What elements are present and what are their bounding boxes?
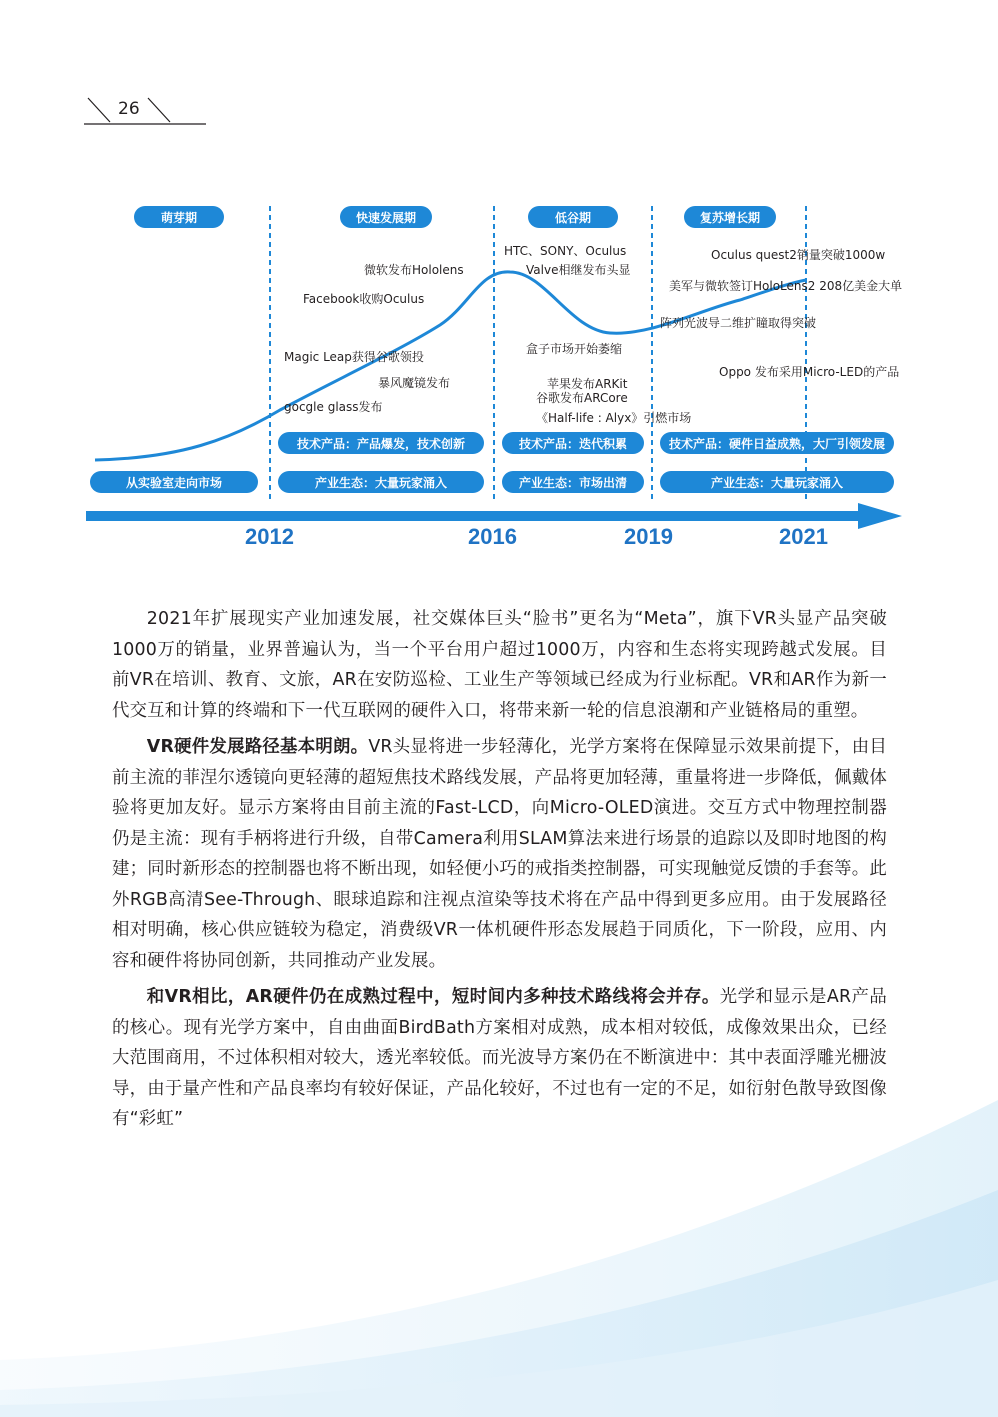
event-baofeng: 暴风魔镜发布 xyxy=(378,376,451,390)
year-2016: 2016 xyxy=(468,524,517,549)
event-facebook: Facebook收购Oculus xyxy=(303,292,425,306)
year-2021: 2021 xyxy=(779,524,828,549)
event-valve: Valve相继发布头显 xyxy=(526,263,631,277)
event-army: 美军与微软签订HoloLens2 208亿美金大单 xyxy=(669,279,903,293)
event-arkit: 苹果发布ARKit xyxy=(547,377,628,391)
event-arcore: 谷歌发布ARCore xyxy=(536,391,628,405)
event-quest2: Oculus quest2销量突破1000w xyxy=(711,248,886,262)
year-2012: 2012 xyxy=(245,524,294,549)
paragraph-2-lead: VR硬件发展路径基本明朗。 xyxy=(146,737,369,757)
body-text xyxy=(112,604,887,1141)
event-magicleap: Magic Leap获得谷歌领投 xyxy=(284,350,424,364)
paragraph-2 xyxy=(112,732,887,976)
decorative-wave xyxy=(0,1100,998,1417)
event-hololens: 微软发布Hololens xyxy=(364,263,464,277)
event-htc: HTC、SONY、Oculus xyxy=(504,244,627,258)
timeline-arrow-head xyxy=(858,503,902,529)
paragraph-2-text: VR头显将进一步轻薄化，光学方案将在保障显示效果前提下，由目前主流的菲涅尔透镜向更轻薄的超短焦技术路线发展，产品将更加轻薄，重量将进一步降低，佩戴体验将更加友好。显示方案将由目前主流的Fast-LCD，向Micro-OLED演进。交互方式中物理控制器仍是主流：现有手柄将进行升级，自带Camera利用SLAM算法来进行场景的追踪以及即时地图的构建；同时新形态的控制器也将不断出现，如轻便小巧的戒指类控制器，可实现触觉反馈的手套等。此外RGB高清See-Through、眼球追踪和注视点渲染等技术将在产品中得到更多应用。由于发展路径相对明确，核心供应链较为稳定，消费级VR一体机硬件形态发展趋于同质化，下一阶段，应用、内容和硬件将协同创新，共同推动产业发展。 xyxy=(112,737,888,971)
paragraph-1-text: 2021年扩展现实产业加速发展，社交媒体巨头“脸书”更名为“Meta”，旗下VR头显产品突破1000万的销量，业界普遍认为，当一个平台用户超过1000万，内容和生态将实现跨越式发展。目前VR在培训、教育、文旅，AR在安防巡检、工业生产等领域已经成为行业标配。VR和AR作为新一代交互和计算的终端和下一代互联网的硬件入口，将带来新一轮的信息浪潮和产业链格局的重塑。 xyxy=(112,609,887,721)
eco-bar-4: 产业生态：大量玩家涌入 xyxy=(660,471,894,493)
event-box: 盒子市场开始萎缩 xyxy=(526,342,623,356)
event-oppo: Oppo 发布采用Micro-LED的产品 xyxy=(719,365,900,379)
eco-bar-1: 从实验室走向市场 xyxy=(90,471,258,493)
phase-pill-4: 复苏增长期 xyxy=(684,206,776,228)
event-google-glass: gocgle glass发布 xyxy=(284,400,383,414)
event-halflife: 《Half-life : Alyx》引燃市场 xyxy=(536,411,692,425)
tech-bar-3: 技术产品：硬件日益成熟，大厂引领发展 xyxy=(660,432,894,454)
xr-timeline-figure xyxy=(0,0,998,580)
tech-bar-2: 技术产品：迭代积累 xyxy=(502,432,644,454)
phase-pill-2: 快速发展期 xyxy=(340,206,432,228)
timeline-arrow-shaft xyxy=(86,511,866,521)
event-waveguide: 阵列光波导二维扩瞳取得突破 xyxy=(660,316,817,330)
phase-pill-1: 萌芽期 xyxy=(134,206,224,228)
paragraph-3-lead: 和VR相比，AR硬件仍在成熟过程中，短时间内多种技术路线将会并存。 xyxy=(146,987,720,1007)
paragraph-1 xyxy=(112,604,887,726)
paragraph-3-text: 光学和显示是AR产品的核心。现有光学方案中，自由曲面BirdBath方案相对成熟，成本相对较低，成像效果出众，已经大范围商用，不过体积相对较大，透光率较低。而光波导方案仍在不断演进中：其中表面浮雕光栅波导，由于量产性和产品良率均有较好保证，产品化较好，不过也有一定的不足，如衍射色散导致图像有“彩虹” xyxy=(112,987,888,1129)
phase-pill-3: 低谷期 xyxy=(528,206,618,228)
year-2019: 2019 xyxy=(624,524,673,549)
tech-bar-1: 技术产品：产品爆发，技术创新 xyxy=(278,432,484,454)
eco-bar-3: 产业生态：市场出清 xyxy=(502,471,644,493)
eco-bar-2: 产业生态：大量玩家涌入 xyxy=(278,471,484,493)
page-number: 26 xyxy=(118,99,140,119)
